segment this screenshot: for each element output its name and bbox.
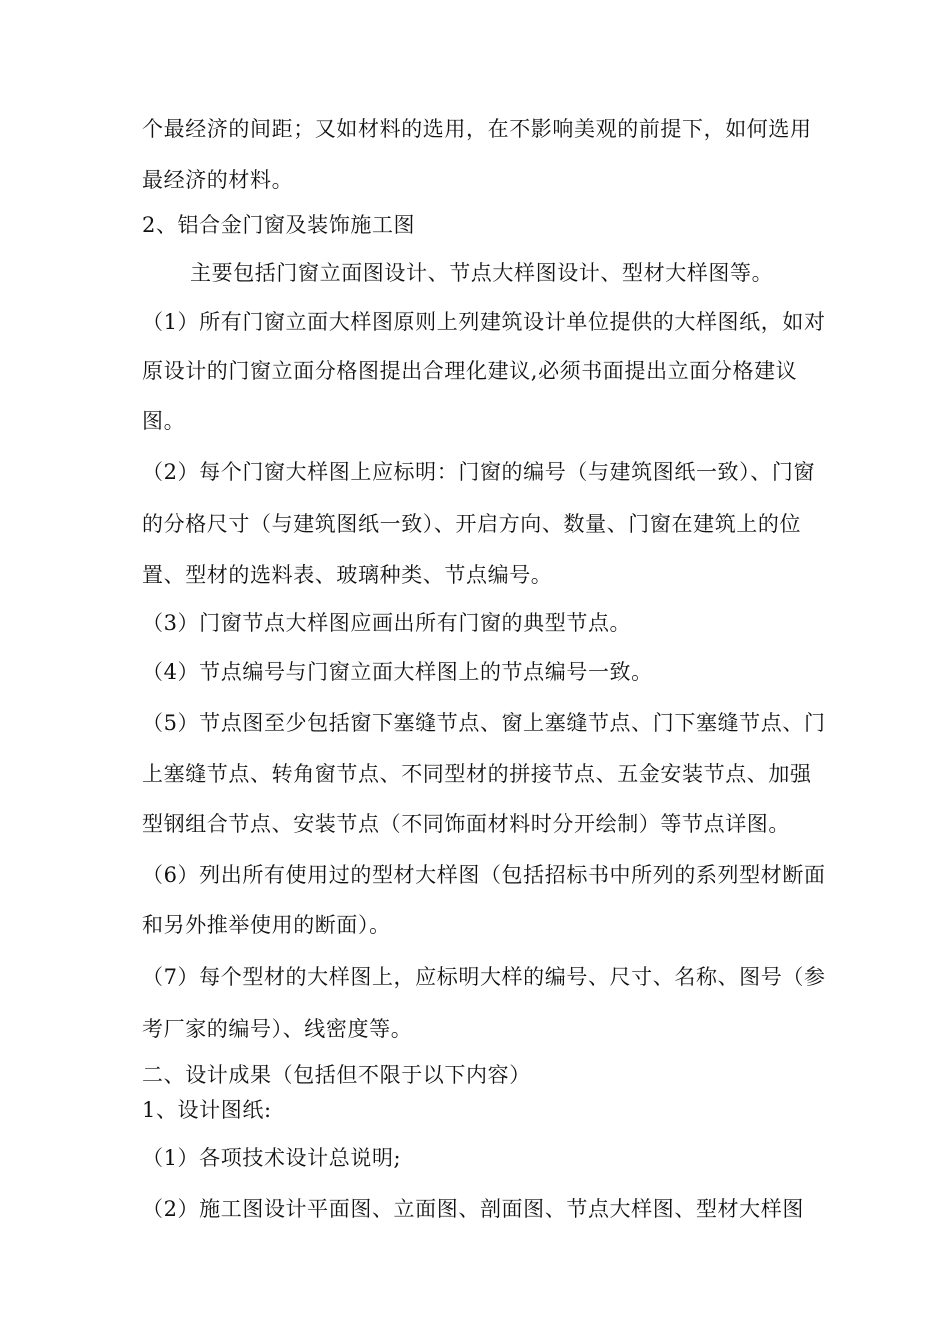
list-item: （7）每个型材的大样图上，应标明大样的编号、尺寸、名称、图号（参: [142, 965, 826, 989]
list-item: （1）所有门窗立面大样图原则上列建筑设计单位提供的大样图纸，如对: [142, 310, 826, 334]
section-heading: 2、铝合金门窗及装饰施工图: [142, 213, 416, 237]
list-item: （2）每个门窗大样图上应标明：门窗的编号（与建筑图纸一致）、门窗: [142, 460, 816, 484]
text-line: 个最经济的间距；又如材料的选用，在不影响美观的前提下，如何选用: [142, 117, 812, 141]
text-line: 和另外推举使用的断面）。: [142, 913, 391, 937]
list-item: （6）列出所有使用过的型材大样图（包括招标书中所列的系列型材断面: [142, 863, 826, 887]
section-heading: 二、设计成果（包括但不限于以下内容）: [142, 1063, 531, 1087]
section-heading: 1、设计图纸:: [142, 1098, 272, 1122]
text-line: 置、型材的选料表、玻璃种类、节点编号。: [142, 563, 553, 587]
list-item: （2）施工图设计平面图、立面图、剖面图、节点大样图、型材大样图: [142, 1197, 804, 1221]
list-item: （3）门窗节点大样图应画出所有门窗的典型节点。: [142, 611, 632, 635]
text-line: 考厂家的编号）、线密度等。: [142, 1017, 413, 1041]
list-item: （5）节点图至少包括窗下塞缝节点、窗上塞缝节点、门下塞缝节点、门: [142, 711, 826, 735]
text-line: 最经济的材料。: [142, 168, 294, 192]
text-line: 图。: [142, 409, 186, 433]
text-line: 型钢组合节点、安装节点（不同饰面材料时分开绘制）等节点详图。: [142, 812, 790, 836]
list-item: （4）节点编号与门窗立面大样图上的节点编号一致。: [142, 660, 653, 684]
text-line: 主要包括门窗立面图设计、节点大样图设计、型材大样图等。: [190, 261, 774, 285]
text-line: 上塞缝节点、转角窗节点、不同型材的拼接节点、五金安装节点、加强: [142, 762, 812, 786]
text-line: 的分格尺寸（与建筑图纸一致）、开启方向、数量、门窗在建筑上的位: [142, 512, 802, 536]
list-item: （1）各项技术设计总说明;: [142, 1146, 402, 1170]
text-line: 原设计的门窗立面分格图提出合理化建议,必须书面提出立面分格建议: [142, 359, 798, 383]
